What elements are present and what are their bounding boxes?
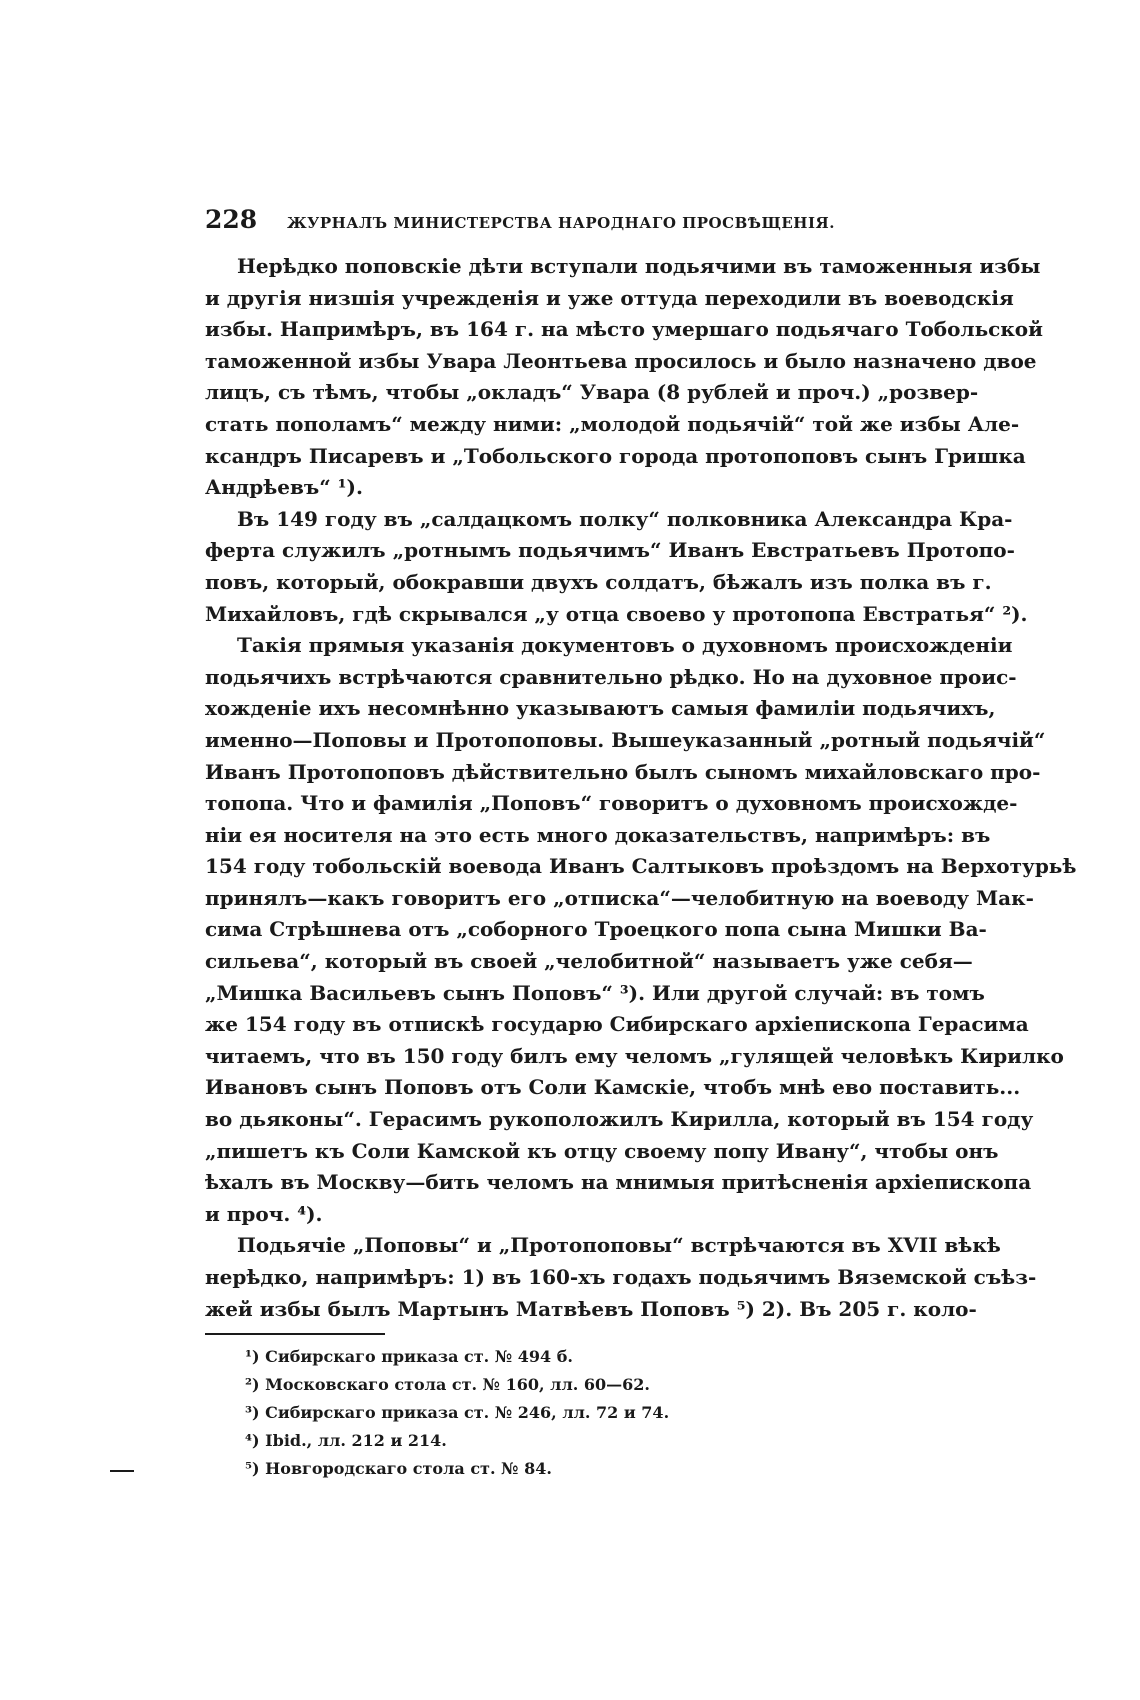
text-line: именно—Поповы и Протопоповы. Вышеуказанный „ротный подьячій“ [205,727,1046,752]
journal-title: ЖУРНАЛЪ МИНИСТЕРСТВА НАРОДНАГО ПРОСВѢЩЕНІЯ. [287,214,835,232]
text-line: нерѣдко, напримѣръ: 1) въ 160-хъ годахъ подьячимъ Вяземской съѣз- [205,1265,1037,1289]
text-line: лицъ, съ тѣмъ, чтобы „окладъ“ Увара (8 рублей и проч.) „розвер- [205,380,979,405]
text-line: Иванъ Протопоповъ дѣйствительно былъ сыномъ михайловскаго про- [205,759,1041,784]
text-line: Нерѣдко поповскіе дѣти вступали подьячими въ таможенныя избы [237,254,1041,278]
text-line: топопа. Что и фамилія „Поповъ“ говоритъ о духовномъ происхожде- [205,791,1018,816]
text-line: подьячихъ встрѣчаются сравнительно рѣдко. Но на духовное проис- [205,664,1017,689]
text-line: 154 году тобольскій воевода Иванъ Салтыковъ проѣздомъ на Верхотурьѣ [205,854,1077,879]
text-line: во дьяконы“. Герасимъ рукоположилъ Кирилла, который въ 154 году [205,1107,1034,1132]
text-line: сильева“, который въ своей „челобитной“ называетъ уже себя— [205,949,973,974]
running-head [205,205,965,239]
paragraph [205,1230,1037,1325]
text-line: же 154 году въ отпискѣ государю Сибирскаго архіепископа Герасима [205,1012,1029,1037]
footnote: ⁵) Новгородскаго стола ст. № 84. [245,1459,552,1479]
text-line: хожденіе ихъ несомнѣнно указываютъ самыя фамиліи подьячихъ, [205,696,996,721]
text-line: принялъ—какъ говоритъ его „отписка“—челобитную на воеводу Мак- [205,885,1034,910]
text-line: Подьячіе „Поповы“ и „Протопоповы“ встрѣчаются въ XVII вѣкѣ [237,1233,1001,1258]
footnote: ¹) Сибирскаго приказа ст. № 494 б. [245,1347,573,1367]
text-line: Андрѣевъ“ ¹). [205,475,363,500]
footnotes [205,1343,965,1483]
text-line: ніи ея носителя на это есть много доказательствъ, напримѣръ: въ [205,822,991,847]
page-number: 228 [205,205,258,234]
paragraph [205,630,1077,1230]
footnote-divider [205,1333,385,1335]
text-line: стать пополамъ“ между ними: „молодой подьячій“ той же избы Але- [205,411,1020,436]
text-line: ксандръ Писаревъ и „Тобольского города протопоповъ сынъ Гришка [205,443,1026,468]
text-line: и проч. ⁴). [205,1201,323,1226]
text-line: Михайловъ, гдѣ скрывался „у отца своево у протопопа Евстратья“ ²). [205,601,1028,626]
text-line: жей избы былъ Мартынъ Матвѣевъ Поповъ ⁵) 2). Въ 205 г. коло- [205,1296,977,1321]
text-line: избы. Напримѣръ, въ 164 г. на мѣсто умершаго подьячаго Тобольской [205,317,1043,342]
text-line: сима Стрѣшнева отъ „соборного Троецкого попа сына Мишки Ва- [205,917,987,942]
body-text [205,251,1077,1325]
paragraph [205,504,1028,630]
text-line: Такія прямыя указанія документовъ о духовномъ происхожденіи [237,633,1013,658]
text-line: Въ 149 году въ „салдацкомъ полку“ полковника Александра Кра- [237,506,1013,531]
text-line: Ивановъ сынъ Поповъ отъ Соли Камскіе, чтобъ мнѣ ево поставить... [205,1075,1021,1100]
text-line: и другія низшія учрежденія и уже оттуда переходили въ воеводскія [205,285,1014,310]
text-line: „пишетъ къ Соли Камской къ отцу своему попу Ивану“, чтобы онъ [205,1138,999,1163]
paragraph [205,251,1043,504]
footnote: ⁴) Ibid., лл. 212 и 214. [245,1431,447,1451]
text-line: „Мишка Васильевъ сынъ Поповъ“ ³). Или другой случай: въ томъ [205,980,985,1005]
text-line: повъ, который, обокравши двухъ солдатъ, бѣжалъ изъ полка въ г. [205,569,992,594]
footnote: ²) Московскаго стола ст. № 160, лл. 60—62. [245,1375,650,1395]
text-line: ѣхалъ въ Москву—бить челомъ на мнимыя притѣсненія архіепископа [205,1170,1032,1195]
text-line: таможенной избы Увара Леонтьева просилось и было назначено двое [205,348,1037,373]
footnote: ³) Сибирскаго приказа ст. № 246, лл. 72 и 74. [245,1403,670,1423]
text-line: читаемъ, что въ 150 году билъ ему челомъ „гулящей человѣкъ Кирилко [205,1043,1064,1068]
margin-dash [110,1470,134,1472]
book-page [205,205,1077,1483]
text-line: ферта служилъ „ротнымъ подьячимъ“ Иванъ Евстратьевъ Протопо- [205,538,1015,563]
